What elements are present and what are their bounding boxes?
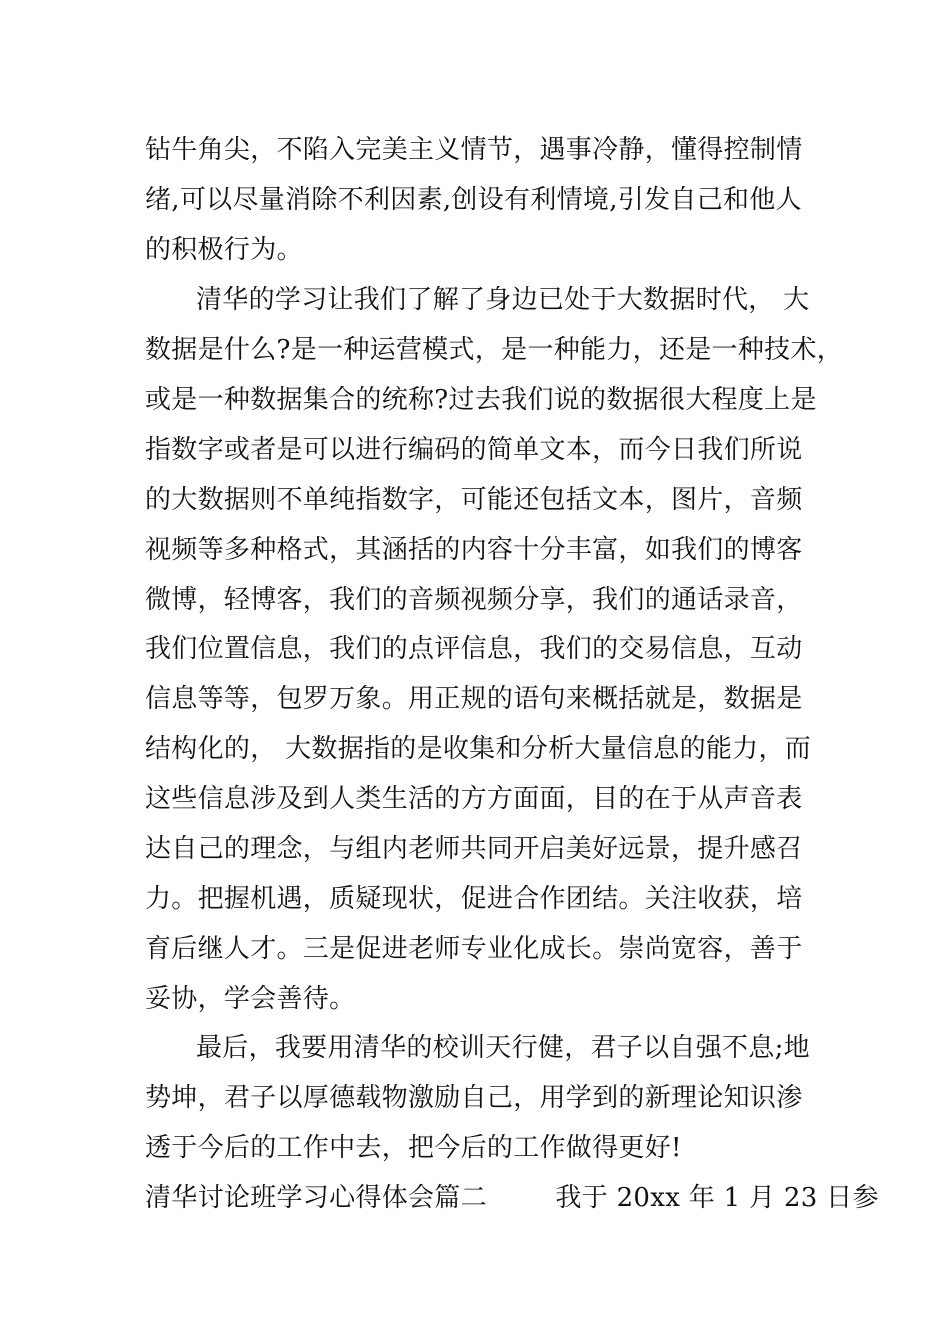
text-line: 的积极行为。 [145, 235, 303, 265]
text-line: 或是一种数据集合的统称?过去我们说的数据很大程度上是 [145, 385, 817, 415]
text-line: 钻牛角尖，不陷入完美主义情节，遇事冷静，懂得控制情 [145, 135, 803, 165]
text-line: 信息等等，包罗万象。用正规的语句来概括就是，数据是 [145, 684, 803, 714]
text-line: 微博，轻博客，我们的音频视频分享，我们的通话录音， [145, 585, 803, 615]
text-line: 力。把握机遇，质疑现状，促进合作团结。关注收获，培 [145, 884, 803, 914]
text-line: 绪,可以尽量消除不利因素,创设有利情境,引发自己和他人 [145, 185, 802, 215]
paragraph-start-line: 最后，我要用清华的校训天行健，君子以自强不息;地 [196, 1033, 810, 1063]
text-line: 这些信息涉及到人类生活的方方面面，目的在于从声音表 [145, 784, 803, 814]
text-line: 我们位置信息，我们的点评信息，我们的交易信息，互动 [145, 634, 803, 664]
text-line: 数据是什么?是一种运营模式，是一种能力，还是一种技术， [145, 335, 844, 365]
text-line: 育后继人才。三是促进老师专业化成长。崇尚宽容，善于 [145, 934, 803, 964]
text-line: 结构化的， 大数据指的是收集和分析大量信息的能力，而 [145, 734, 812, 764]
text-line: 达自己的理念，与组内老师共同开启美好远景，提升感召 [145, 834, 803, 864]
text-line: 视频等多种格式，其涵括的内容十分丰富，如我们的博客 [145, 535, 803, 565]
paragraph-start-line: 清华的学习让我们了解了身边已处于大数据时代， 大 [196, 285, 810, 315]
text-line: 的大数据则不单纯指数字，可能还包括文本，图片，音频 [145, 485, 803, 515]
text-line: 势坤，君子以厚德载物激励自己，用学到的新理论知识渗 [145, 1083, 803, 1113]
section-heading-line: 清华讨论班学习心得体会篇二 我于 20xx 年 1 月 23 日参 [145, 1183, 879, 1213]
text-line: 透于今后的工作中去，把今后的工作做得更好! [145, 1133, 682, 1163]
text-line: 指数字或者是可以进行编码的简单文本，而今日我们所说 [145, 435, 803, 465]
text-line: 妥协，学会善待。 [145, 984, 356, 1014]
